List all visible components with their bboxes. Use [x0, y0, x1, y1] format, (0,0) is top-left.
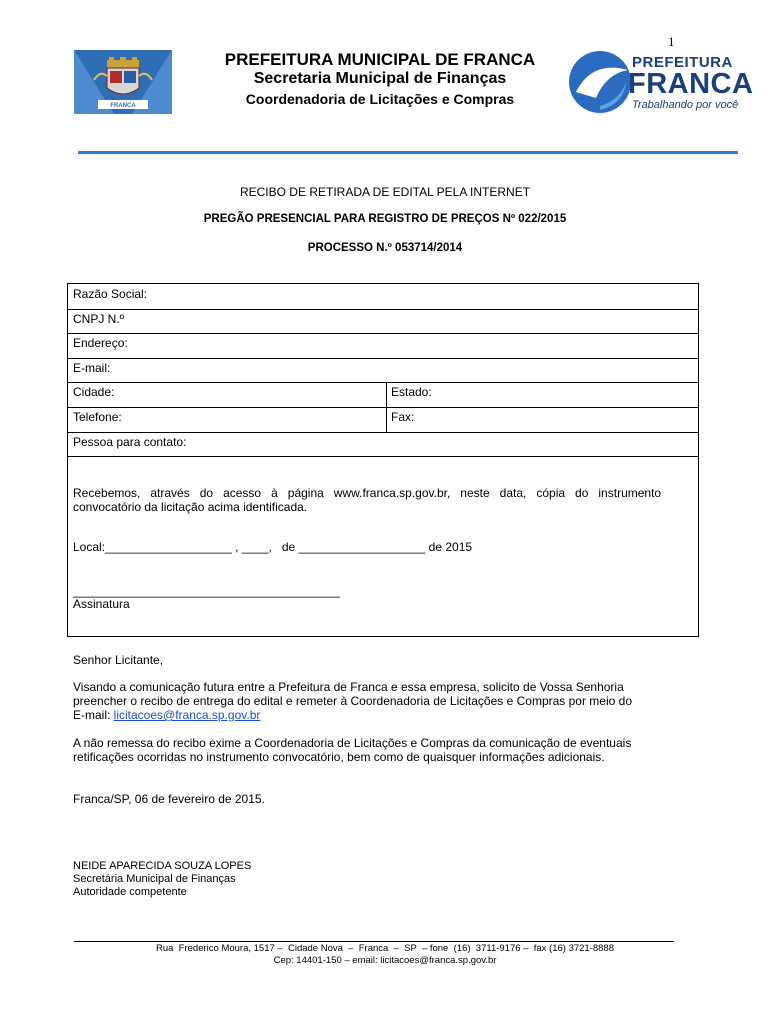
para2-line-2: retificações ocorridas no instrumento convocatório, bem como de quaisquer informações adicionais. — [73, 750, 605, 764]
email-label: E-mail: — [73, 708, 114, 722]
label-cidade: Cidade: — [73, 385, 115, 399]
header-divider — [78, 151, 738, 154]
para1-line-2: preencher o recibo de entrega do edital e remeter à Coordenadoria de Licitações e Compras por meio do — [73, 694, 632, 708]
document-processo: PROCESSO N.º 053714/2014 — [307, 242, 463, 254]
para1-line-1: Visando a comunicação futura entre a Prefeitura de Franca e essa empresa, solicito de Vossa Senhoria — [73, 680, 624, 694]
receipt-statement — [73, 486, 695, 514]
city-crest-logo — [74, 50, 172, 114]
form-row-cidade-estado[interactable] — [68, 382, 698, 408]
signer-block — [73, 860, 251, 899]
footer-address: Rua Frederico Moura, 1517 – Cidade Nova – Franca – SP – fone (16) 3711-9176 – fax (16) 3721-8888 — [155, 943, 615, 954]
para1-line-3 — [73, 708, 713, 722]
header-coordination: Coordenadoria de Licitações e Compras — [245, 91, 515, 107]
label-razao-social: Razão Social: — [73, 287, 148, 301]
letter-date: Franca/SP, 06 de fevereiro de 2015. — [73, 792, 265, 806]
crest-icon — [74, 50, 172, 114]
header-secretariat: Secretaria Municipal de Finanças — [253, 70, 507, 87]
letter-paragraph-2 — [73, 736, 713, 764]
label-contato: Pessoa para contato: — [73, 435, 187, 449]
form-row-contato[interactable] — [68, 432, 698, 457]
local-date-line[interactable]: Local:___________________ , ____, de ___________________ de 2015 — [73, 540, 473, 554]
logo-swirl-icon — [566, 48, 636, 116]
logo-word-prefeitura: PREFEITURA — [632, 54, 733, 71]
header-title: PREFEITURA MUNICIPAL DE FRANCA — [224, 50, 536, 69]
signer-name: NEIDE APARECIDA SOUZA LOPES — [73, 860, 252, 872]
form-column-divider — [386, 382, 387, 432]
label-telefone: Telefone: — [73, 410, 122, 424]
logo-tagline: Trabalhando por você — [632, 99, 739, 111]
letter-greeting: Senhor Licitante, — [73, 653, 164, 667]
label-cnpj: CNPJ N.º — [73, 312, 125, 326]
document-pregao: PREGÃO PRESENCIAL PARA REGISTRO DE PREÇOS Nº 022/2015 — [203, 213, 567, 225]
form-row-endereco[interactable] — [68, 333, 698, 359]
label-email: E-mail: — [73, 361, 111, 375]
prefeitura-franca-logo — [566, 48, 754, 116]
footer-divider — [74, 941, 674, 942]
signer-authority: Autoridade competente — [73, 886, 187, 898]
signature-line[interactable]: ________________________________________ — [73, 584, 340, 598]
label-endereco: Endereço: — [73, 336, 128, 350]
email-link[interactable]: licitacoes@franca.sp.gov.br — [113, 708, 261, 722]
label-fax: Fax: — [391, 410, 415, 424]
footer-contact: Cep: 14401-150 – email: licitacoes@franca.sp.gov.br — [273, 955, 497, 966]
receipt-line-1: Recebemos, através do acesso à página www.franca.sp.gov.br, neste data, cópia do instrumento — [73, 486, 662, 500]
para2-line-1: A não remessa do recibo exime a Coordenadoria de Licitações e Compras da comunicação de eventuais — [73, 736, 632, 750]
form-row-cnpj[interactable] — [68, 309, 698, 334]
page-number: 1 — [668, 34, 675, 49]
document-title: RECIBO DE RETIRADA DE EDITAL PELA INTERNET — [239, 185, 531, 199]
crest-label: FRANCA — [110, 103, 136, 109]
form-row-telefone-fax[interactable] — [68, 407, 698, 433]
letter-paragraph-1 — [73, 680, 713, 722]
signature-label: Assinatura — [73, 597, 130, 611]
signer-role: Secretária Municipal de Finanças — [73, 873, 236, 885]
label-estado: Estado: — [391, 385, 432, 399]
form-row-email[interactable] — [68, 358, 698, 383]
receipt-form — [67, 283, 699, 637]
receipt-line-2: convocatório da licitação acima identificada. — [73, 500, 308, 514]
logo-word-franca: FRANCA — [628, 68, 754, 100]
form-row-razao-social[interactable] — [68, 284, 698, 310]
